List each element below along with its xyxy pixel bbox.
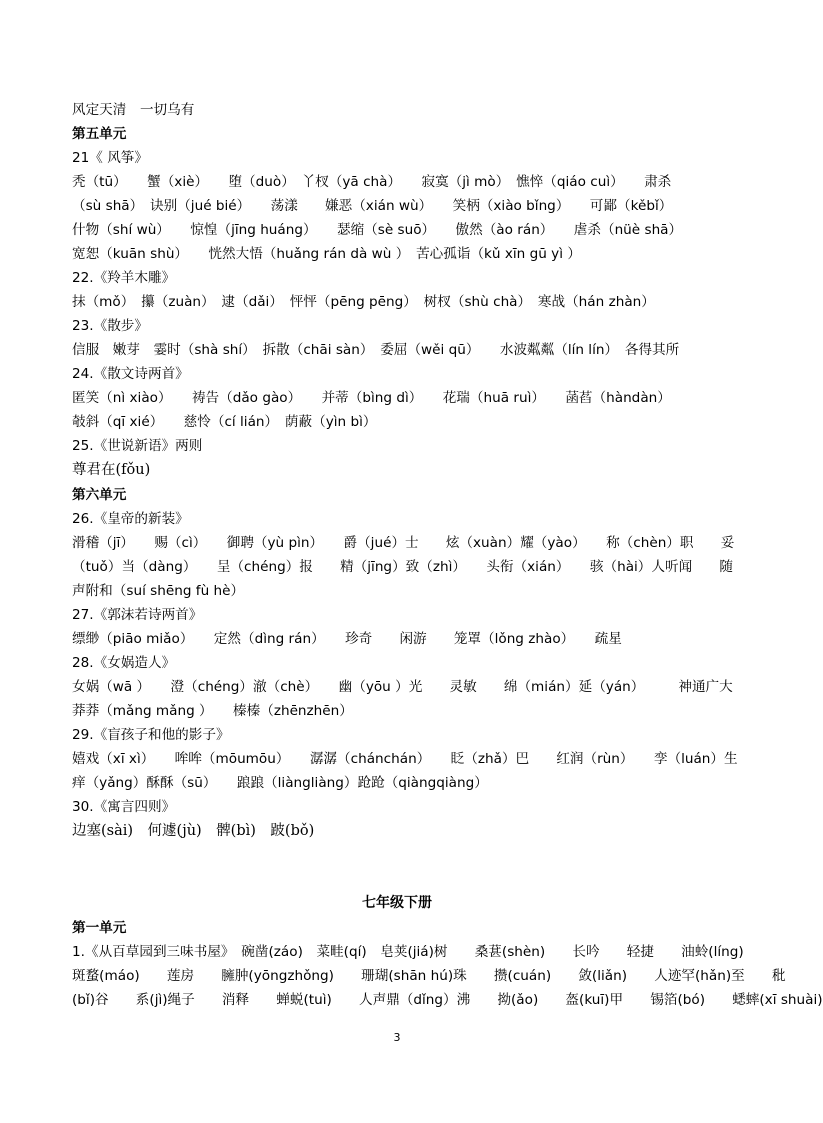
lesson-title: 26.《皇帝的新装》 (72, 511, 189, 527)
vocab-line: 秃（tū） 蟹（xiè） 堕（duò） 丫杈（yā chà） 寂寞（jì mò） 憔悴（qiáo cuì） 肃杀 (72, 174, 672, 190)
lesson-title: 30.《寓言四则》 (72, 799, 176, 815)
lesson-title: 25.《世说新语》两则 (72, 438, 203, 454)
vocab-line: 女娲（wā ） 澄（chéng）澈（chè） 幽（yōu ）光 灵敏 绵（mián）延（yán） 神通广大 (72, 679, 733, 695)
lesson-title: 22.《羚羊木雕》 (72, 270, 176, 286)
grade-title: 七年级下册 (362, 895, 432, 911)
vocab-line: 嬉戏（xī xì） 哞哞（mōumōu） 潺潺（chánchán） 眨（zhǎ）巴 红润（rùn） 孪（luán）生 (72, 751, 738, 767)
vocab-line: 尊君在(fǒu) (72, 462, 151, 478)
section-heading: 第六单元 (72, 487, 127, 503)
vocab-line: （sù shā） 诀别（jué bié） 荡漾 嫌恶（xián wù） 笑柄（xiào bǐng） 可鄙（kěbǐ） (72, 198, 673, 214)
lesson-title: 21《 风筝》 (72, 150, 148, 166)
vocab-line: (bǐ)谷 系(jì)绳子 消释 蝉蜕(tuì) 人声鼎（dǐng）沸 拗(ǎo) 盔(kuī)甲 锡箔(bó) 蟋蟀(xī shuài) (72, 992, 823, 1008)
vocab-line: 痒（yǎng）酥酥（sū） 踉踉（liàngliàng）跄跄（qiàngqiàng） (72, 775, 488, 791)
lesson-title: 28.《女娲造人》 (72, 655, 176, 671)
section-heading: 第一单元 (72, 920, 127, 936)
lesson-title: 29.《盲孩子和他的影子》 (72, 727, 230, 743)
vocab-line: 莽莽（mǎng mǎng ） 榛榛（zhēnzhēn） (72, 703, 353, 719)
vocab-line: 什物（shí wù） 惊惶（jīng huáng） 瑟缩（sè suō） 傲然（ào rán） 虐杀（nüè shā） (72, 222, 683, 238)
vocab-line: （tuǒ）当（dàng） 呈（chéng）报 精（jīng）致（zhì） 头衔（xián） 骇（hài）人听闻 随 (72, 559, 733, 575)
lesson-title: 27.《郭沫若诗两首》 (72, 607, 203, 623)
vocab-line: 斑蝥(máo) 莲房 臃肿(yōngzhǒng) 珊瑚(shān hú)珠 攒(cuán) 敛(liǎn) 人迹罕(hǎn)至 秕 (72, 968, 786, 984)
vocab-line: 匿笑（nì xiào） 祷告（dǎo gào） 并蒂（bìng dì） 花瑞（huā ruì） 菡萏（hàndàn） (72, 390, 671, 406)
lesson-title: 24.《散文诗两首》 (72, 366, 189, 382)
vocab-line: 宽恕（kuān shù） 恍然大悟（huǎng rán dà wù ） 苦心孤诣（kǔ xīn gū yì ） (72, 246, 581, 262)
lesson-title: 23.《散步》 (72, 318, 148, 334)
page-number: 3 (393, 1031, 401, 1044)
vocab-line: 声附和（suí shēng fù hè） (72, 583, 245, 599)
vocab-line: 1.《从百草园到三味书屋》 碗凿(záo) 菜畦(qí) 皂荚(jiá)树 桑葚(shèn) 长吟 轻捷 油蛉(líng) (72, 944, 744, 960)
section-heading: 第五单元 (72, 126, 127, 142)
vocab-line: 攲斜（qī xié） 慈怜（cí lián） 荫蔽（yìn bì） (72, 414, 377, 430)
text-line: 风定天清 一切乌有 (72, 102, 195, 118)
vocab-line: 滑稽（jī） 赐（cì） 御聘（yù pìn） 爵（jué）士 炫（xuàn）耀（yào） 称（chèn）职 妥 (72, 535, 735, 551)
vocab-line: 边塞(sài) 何遽(jù) 髀(bì) 跛(bǒ) (72, 823, 315, 839)
vocab-line: 缥缈（piāo miǎo） 定然（dìng rán） 珍奇 闲游 笼罩（lǒng zhào） 疏星 (72, 631, 622, 647)
vocab-line: 抹（mǒ） 攥（zuàn） 逮（dǎi） 怦怦（pēng pēng） 树杈（shù chà） 寒战（hán zhàn） (72, 294, 655, 310)
vocab-line: 信服 嫩芽 霎时（shà shí） 拆散（chāi sàn） 委屈（wěi qū） 水波粼粼（lín lín） 各得其所 (72, 342, 680, 358)
